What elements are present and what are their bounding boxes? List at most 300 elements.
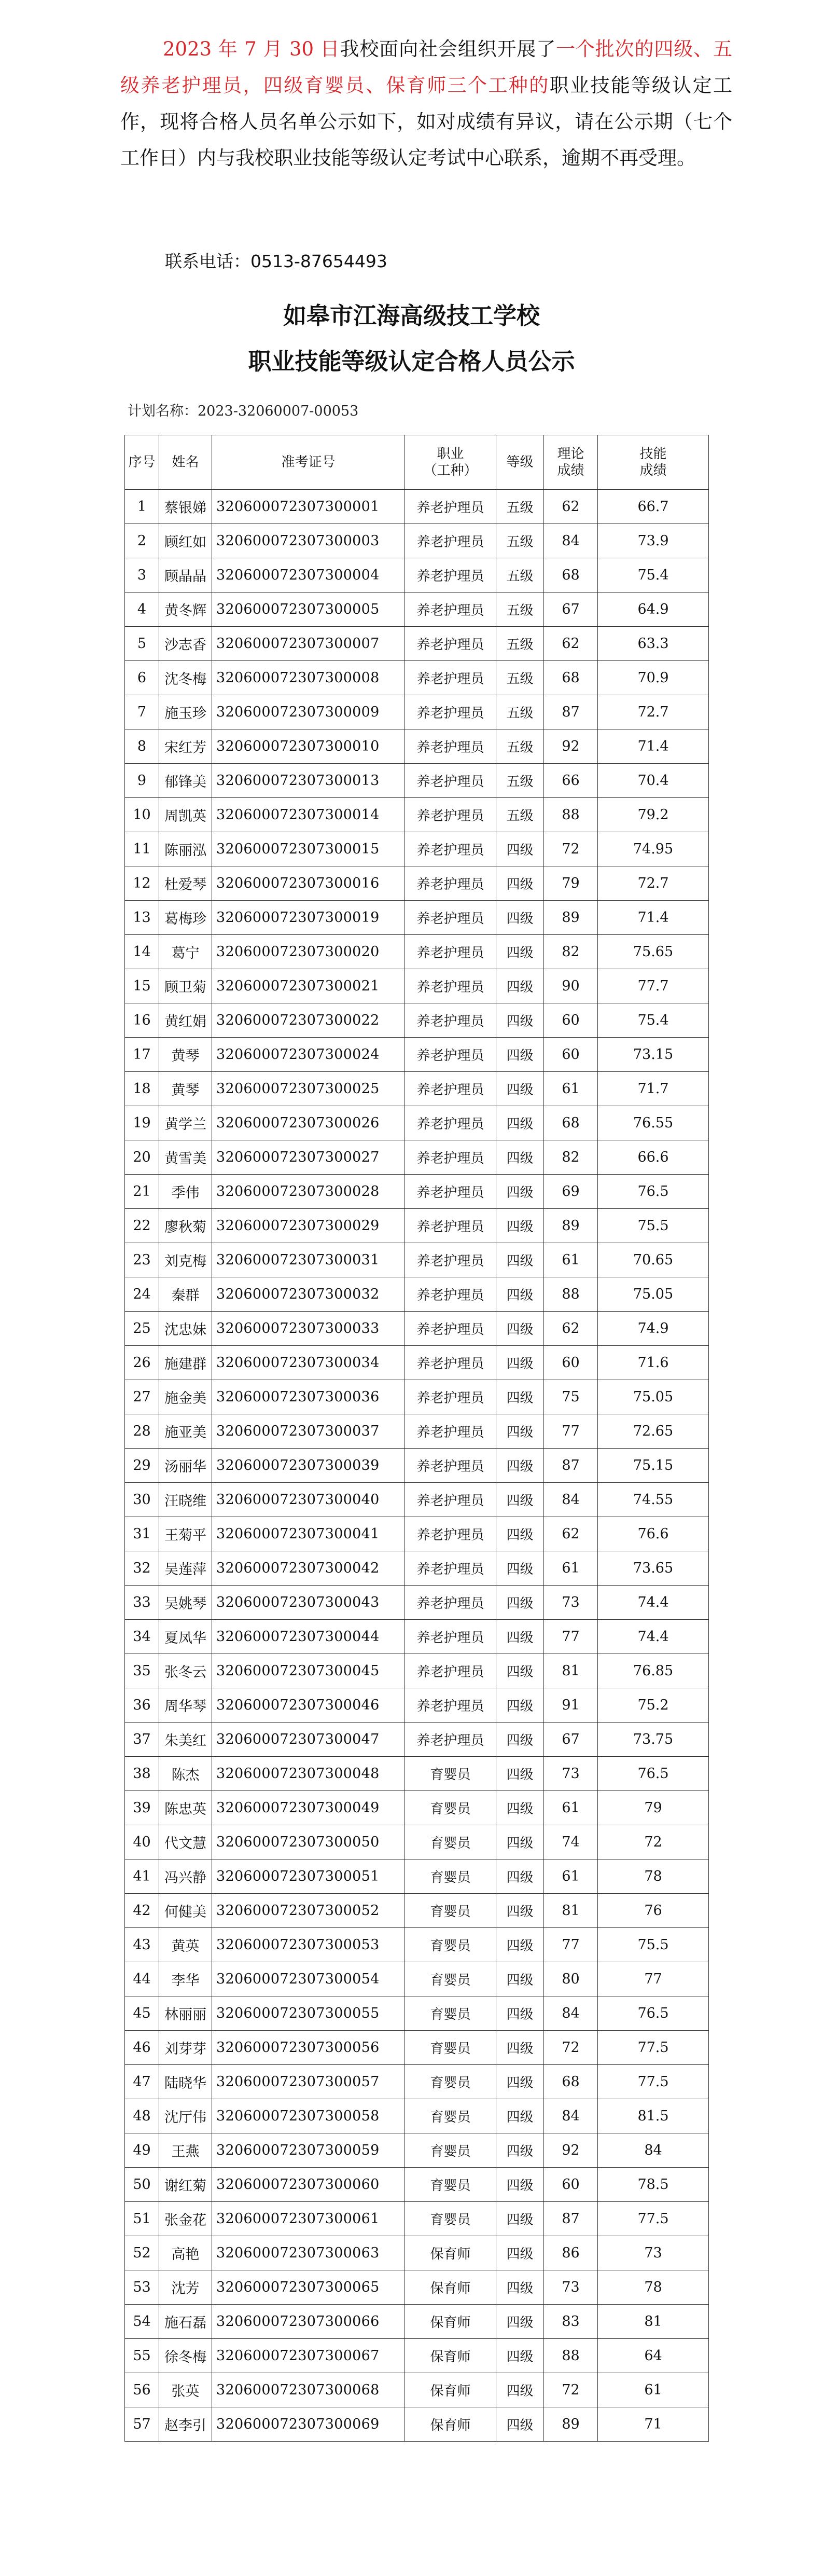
cell-name: 顾卫菊: [159, 969, 212, 1003]
cell-theory: 84: [544, 2099, 598, 2133]
cell-cert: 320600072307300013: [212, 764, 405, 798]
cell-level: 四级: [496, 2031, 544, 2065]
table-row: [125, 969, 709, 1003]
cell-skill: 75.5: [598, 1928, 709, 1962]
table-row: [125, 1757, 709, 1791]
cell-skill: 75.15: [598, 1449, 709, 1483]
cell-job: 保育师: [405, 2305, 496, 2339]
cell-seq: 35: [125, 1654, 159, 1688]
table-row: [125, 2339, 709, 2373]
cell-skill: 75.4: [598, 558, 709, 593]
cell-cert: 320600072307300065: [212, 2270, 405, 2305]
cell-seq: 40: [125, 1825, 159, 1859]
cell-cert: 320600072307300067: [212, 2339, 405, 2373]
notice-paragraph: [120, 31, 732, 176]
cell-seq: 17: [125, 1038, 159, 1072]
table-row: [125, 1277, 709, 1312]
cell-name: 宋红芳: [159, 729, 212, 764]
cell-name: 吴姚琴: [159, 1586, 212, 1620]
cell-skill: 79: [598, 1791, 709, 1825]
cell-cert: 320600072307300046: [212, 1688, 405, 1723]
cell-name: 刘芽芽: [159, 2031, 212, 2065]
cell-job: 养老护理员: [405, 1175, 496, 1209]
cell-seq: 5: [125, 627, 159, 661]
cell-name: 施亚美: [159, 1414, 212, 1449]
cell-skill: 76.5: [598, 1996, 709, 2031]
table-row: [125, 1449, 709, 1483]
cell-level: 四级: [496, 1654, 544, 1688]
cell-name: 汤丽华: [159, 1449, 212, 1483]
cell-job: 育婴员: [405, 1996, 496, 2031]
cell-theory: 69: [544, 1175, 598, 1209]
cell-theory: 90: [544, 969, 598, 1003]
cell-seq: 39: [125, 1791, 159, 1825]
cell-theory: 87: [544, 2202, 598, 2236]
cell-skill: 64.9: [598, 593, 709, 627]
cell-seq: 22: [125, 1209, 159, 1243]
cell-skill: 73.65: [598, 1551, 709, 1586]
cell-level: 四级: [496, 1620, 544, 1654]
table-row: [125, 1723, 709, 1757]
cell-job: 保育师: [405, 2373, 496, 2407]
cell-skill: 75.4: [598, 1003, 709, 1038]
cell-job: 养老护理员: [405, 1517, 496, 1551]
cell-job: 养老护理员: [405, 1312, 496, 1346]
table-row: [125, 901, 709, 935]
cell-theory: 89: [544, 1209, 598, 1243]
table-row: [125, 798, 709, 832]
cell-name: 黄雪美: [159, 1140, 212, 1175]
table-row: [125, 2305, 709, 2339]
table-row: [125, 1106, 709, 1140]
table-row: [125, 661, 709, 695]
cell-seq: 30: [125, 1483, 159, 1517]
cell-cert: 320600072307300009: [212, 695, 405, 729]
table-row: [125, 1414, 709, 1449]
cell-level: 四级: [496, 2339, 544, 2373]
cell-name: 施石磊: [159, 2305, 212, 2339]
cell-job: 育婴员: [405, 1962, 496, 1996]
cell-skill: 74.9: [598, 1312, 709, 1346]
cell-theory: 82: [544, 1140, 598, 1175]
cell-job: 养老护理员: [405, 661, 496, 695]
cell-cert: 320600072307300056: [212, 2031, 405, 2065]
cell-skill: 71.7: [598, 1072, 709, 1106]
cell-skill: 73.75: [598, 1723, 709, 1757]
cell-name: 廖秋菊: [159, 1209, 212, 1243]
cell-skill: 77: [598, 1962, 709, 1996]
cell-seq: 26: [125, 1346, 159, 1380]
cell-skill: 75.2: [598, 1688, 709, 1723]
cell-skill: 81.5: [598, 2099, 709, 2133]
table-row: [125, 1517, 709, 1551]
table-row: [125, 558, 709, 593]
cell-name: 吴莲萍: [159, 1551, 212, 1586]
cell-seq: 50: [125, 2168, 159, 2202]
cell-job: 养老护理员: [405, 490, 496, 524]
header-cert: 准考证号: [212, 435, 405, 490]
cell-level: 四级: [496, 1346, 544, 1380]
cell-job: 养老护理员: [405, 1551, 496, 1586]
cell-level: 四级: [496, 2305, 544, 2339]
cell-job: 养老护理员: [405, 1243, 496, 1277]
notice-date: 2023 年 7 月 30 日: [163, 38, 340, 60]
header-theory: 理论 成绩: [544, 435, 598, 490]
table-row: [125, 832, 709, 866]
cell-cert: 320600072307300039: [212, 1449, 405, 1483]
cell-name: 何健美: [159, 1894, 212, 1928]
cell-seq: 36: [125, 1688, 159, 1723]
cell-level: 四级: [496, 1106, 544, 1140]
cell-cert: 320600072307300049: [212, 1791, 405, 1825]
table-row: [125, 729, 709, 764]
cell-cert: 320600072307300014: [212, 798, 405, 832]
cell-seq: 46: [125, 2031, 159, 2065]
cell-theory: 77: [544, 1928, 598, 1962]
table-row: [125, 1003, 709, 1038]
cell-cert: 320600072307300057: [212, 2065, 405, 2099]
cell-name: 蔡银娣: [159, 490, 212, 524]
table-row: [125, 1859, 709, 1894]
cell-theory: 92: [544, 729, 598, 764]
cell-seq: 8: [125, 729, 159, 764]
cell-seq: 27: [125, 1380, 159, 1414]
cell-cert: 320600072307300027: [212, 1140, 405, 1175]
cell-cert: 320600072307300010: [212, 729, 405, 764]
cell-cert: 320600072307300005: [212, 593, 405, 627]
table-row: [125, 593, 709, 627]
cell-level: 四级: [496, 2133, 544, 2168]
cell-cert: 320600072307300042: [212, 1551, 405, 1586]
cell-cert: 320600072307300061: [212, 2202, 405, 2236]
cell-level: 四级: [496, 2407, 544, 2442]
cell-name: 王菊平: [159, 1517, 212, 1551]
cell-seq: 25: [125, 1312, 159, 1346]
cell-theory: 62: [544, 490, 598, 524]
table-row: [125, 1825, 709, 1859]
cell-skill: 72: [598, 1825, 709, 1859]
table-row: [125, 627, 709, 661]
cell-theory: 61: [544, 1243, 598, 1277]
table-row: [125, 866, 709, 901]
table-row: [125, 524, 709, 558]
cell-job: 养老护理员: [405, 1209, 496, 1243]
table-row: [125, 2407, 709, 2442]
table-header-row: [125, 435, 709, 490]
cell-level: 五级: [496, 593, 544, 627]
cell-job: 育婴员: [405, 2099, 496, 2133]
cell-skill: 70.4: [598, 764, 709, 798]
cell-job: 保育师: [405, 2270, 496, 2305]
cell-theory: 72: [544, 2031, 598, 2065]
cell-level: 四级: [496, 2099, 544, 2133]
cell-level: 四级: [496, 1449, 544, 1483]
cell-job: 养老护理员: [405, 1106, 496, 1140]
cell-cert: 320600072307300029: [212, 1209, 405, 1243]
cell-cert: 320600072307300059: [212, 2133, 405, 2168]
announcement-title: 职业技能等级认定合格人员公示: [248, 348, 575, 375]
cell-cert: 320600072307300008: [212, 661, 405, 695]
cell-seq: 24: [125, 1277, 159, 1312]
cell-name: 陆晓华: [159, 2065, 212, 2099]
cell-level: 四级: [496, 1791, 544, 1825]
cell-theory: 84: [544, 1483, 598, 1517]
cell-name: 谢红菊: [159, 2168, 212, 2202]
cell-cert: 320600072307300024: [212, 1038, 405, 1072]
cell-cert: 320600072307300063: [212, 2236, 405, 2270]
cell-level: 四级: [496, 1175, 544, 1209]
table-row: [125, 1928, 709, 1962]
cell-job: 养老护理员: [405, 524, 496, 558]
cell-skill: 66.7: [598, 490, 709, 524]
cell-skill: 75.65: [598, 935, 709, 969]
cell-level: 五级: [496, 524, 544, 558]
cell-theory: 84: [544, 1996, 598, 2031]
table-row: [125, 1791, 709, 1825]
cell-skill: 63.3: [598, 627, 709, 661]
cell-seq: 47: [125, 2065, 159, 2099]
table-row: [125, 1209, 709, 1243]
header-name: 姓名: [159, 435, 212, 490]
table-row: [125, 1962, 709, 1996]
cell-cert: 320600072307300025: [212, 1072, 405, 1106]
cell-cert: 320600072307300015: [212, 832, 405, 866]
cell-seq: 21: [125, 1175, 159, 1209]
cell-cert: 320600072307300043: [212, 1586, 405, 1620]
cell-level: 四级: [496, 1003, 544, 1038]
cell-level: 四级: [496, 1483, 544, 1517]
cell-name: 沈忠妹: [159, 1312, 212, 1346]
cell-name: 黄冬辉: [159, 593, 212, 627]
cell-name: 张英: [159, 2373, 212, 2407]
cell-level: 五级: [496, 695, 544, 729]
cell-skill: 76.5: [598, 1757, 709, 1791]
cell-level: 四级: [496, 866, 544, 901]
cell-level: 四级: [496, 1277, 544, 1312]
table-row: [125, 935, 709, 969]
cell-job: 养老护理员: [405, 866, 496, 901]
cell-cert: 320600072307300040: [212, 1483, 405, 1517]
cell-cert: 320600072307300021: [212, 969, 405, 1003]
table-row: [125, 1175, 709, 1209]
cell-job: 养老护理员: [405, 1140, 496, 1175]
cell-cert: 320600072307300048: [212, 1757, 405, 1791]
cell-skill: 75.5: [598, 1209, 709, 1243]
cell-name: 季伟: [159, 1175, 212, 1209]
cell-theory: 75: [544, 1380, 598, 1414]
cell-name: 冯兴静: [159, 1859, 212, 1894]
cell-cert: 320600072307300037: [212, 1414, 405, 1449]
cell-skill: 72.65: [598, 1414, 709, 1449]
cell-theory: 68: [544, 1106, 598, 1140]
cell-level: 四级: [496, 1209, 544, 1243]
cell-theory: 88: [544, 1277, 598, 1312]
cell-cert: 320600072307300069: [212, 2407, 405, 2442]
cell-job: 养老护理员: [405, 1586, 496, 1620]
table-body: [125, 490, 709, 2442]
cell-level: 四级: [496, 1243, 544, 1277]
cell-skill: 76: [598, 1894, 709, 1928]
cell-level: 五级: [496, 729, 544, 764]
cell-name: 周华琴: [159, 1688, 212, 1723]
cell-skill: 78: [598, 1859, 709, 1894]
cell-job: 育婴员: [405, 1825, 496, 1859]
cell-job: 育婴员: [405, 2202, 496, 2236]
cell-skill: 78.5: [598, 2168, 709, 2202]
table-row: [125, 1140, 709, 1175]
cell-seq: 7: [125, 695, 159, 729]
table-row: [125, 1038, 709, 1072]
table-row: [125, 2031, 709, 2065]
cell-seq: 51: [125, 2202, 159, 2236]
cell-skill: 72.7: [598, 866, 709, 901]
cell-level: 四级: [496, 1928, 544, 1962]
cell-name: 徐冬梅: [159, 2339, 212, 2373]
cell-cert: 320600072307300058: [212, 2099, 405, 2133]
cell-job: 保育师: [405, 2339, 496, 2373]
cell-cert: 320600072307300003: [212, 524, 405, 558]
cell-job: 保育师: [405, 2407, 496, 2442]
table-row: [125, 1551, 709, 1586]
cell-cert: 320600072307300052: [212, 1894, 405, 1928]
cell-level: 四级: [496, 1962, 544, 1996]
table-row: [125, 1654, 709, 1688]
cell-job: 养老护理员: [405, 935, 496, 969]
cell-name: 朱美红: [159, 1723, 212, 1757]
cell-seq: 31: [125, 1517, 159, 1551]
cell-name: 周凯英: [159, 798, 212, 832]
cell-skill: 76.6: [598, 1517, 709, 1551]
cell-cert: 320600072307300054: [212, 1962, 405, 1996]
cell-cert: 320600072307300034: [212, 1346, 405, 1380]
cell-job: 保育师: [405, 2236, 496, 2270]
cell-seq: 13: [125, 901, 159, 935]
cell-seq: 45: [125, 1996, 159, 2031]
cell-theory: 68: [544, 661, 598, 695]
cell-level: 四级: [496, 2065, 544, 2099]
cell-level: 四级: [496, 1859, 544, 1894]
cell-name: 刘克梅: [159, 1243, 212, 1277]
cell-job: 育婴员: [405, 2031, 496, 2065]
cell-level: 四级: [496, 935, 544, 969]
cell-seq: 20: [125, 1140, 159, 1175]
table-row: [125, 2236, 709, 2270]
cell-job: 养老护理员: [405, 627, 496, 661]
table-row: [125, 1894, 709, 1928]
table-row: [125, 1620, 709, 1654]
cell-seq: 14: [125, 935, 159, 969]
cell-cert: 320600072307300055: [212, 1996, 405, 2031]
cell-level: 四级: [496, 2270, 544, 2305]
cell-name: 黄红娟: [159, 1003, 212, 1038]
table-row: [125, 1586, 709, 1620]
cell-seq: 34: [125, 1620, 159, 1654]
cell-theory: 81: [544, 1654, 598, 1688]
cell-seq: 37: [125, 1723, 159, 1757]
cell-seq: 33: [125, 1586, 159, 1620]
cell-theory: 68: [544, 558, 598, 593]
cell-level: 四级: [496, 1140, 544, 1175]
cell-skill: 84: [598, 2133, 709, 2168]
cell-seq: 10: [125, 798, 159, 832]
cell-theory: 61: [544, 1551, 598, 1586]
cell-seq: 28: [125, 1414, 159, 1449]
cell-level: 四级: [496, 1586, 544, 1620]
cell-level: 五级: [496, 661, 544, 695]
cell-skill: 71.6: [598, 1346, 709, 1380]
notice-text-2: 职业技能等级认定工作，现将合格人员名单公示如下，如对成绩有异议，请在公示期（七个工作日）内与我校职业技能等级认定考试中心联系，逾期不再受理。: [120, 74, 733, 169]
cell-skill: 75.05: [598, 1380, 709, 1414]
cell-level: 四级: [496, 1312, 544, 1346]
table-row: [125, 2099, 709, 2133]
cell-theory: 87: [544, 695, 598, 729]
cell-cert: 320600072307300050: [212, 1825, 405, 1859]
cell-theory: 77: [544, 1414, 598, 1449]
cell-theory: 62: [544, 1312, 598, 1346]
cell-skill: 74.95: [598, 832, 709, 866]
cell-level: 四级: [496, 832, 544, 866]
school-title: 如皋市江海高级技工学校: [283, 302, 540, 329]
cell-job: 育婴员: [405, 1894, 496, 1928]
cell-level: 五级: [496, 558, 544, 593]
cell-job: 养老护理员: [405, 729, 496, 764]
cell-cert: 320600072307300045: [212, 1654, 405, 1688]
cell-seq: 29: [125, 1449, 159, 1483]
cell-level: 四级: [496, 1072, 544, 1106]
cell-theory: 62: [544, 627, 598, 661]
cell-name: 代文慧: [159, 1825, 212, 1859]
cell-cert: 320600072307300036: [212, 1380, 405, 1414]
cell-seq: 52: [125, 2236, 159, 2270]
cell-job: 养老护理员: [405, 832, 496, 866]
table-row: [125, 1072, 709, 1106]
table-row: [125, 1243, 709, 1277]
qualified-personnel-table: [124, 435, 709, 2442]
cell-name: 沙志香: [159, 627, 212, 661]
table-row: [125, 1688, 709, 1723]
cell-seq: 23: [125, 1243, 159, 1277]
cell-theory: 60: [544, 1038, 598, 1072]
table-row: [125, 695, 709, 729]
cell-seq: 11: [125, 832, 159, 866]
cell-cert: 320600072307300016: [212, 866, 405, 901]
cell-cert: 320600072307300007: [212, 627, 405, 661]
cell-theory: 89: [544, 901, 598, 935]
cell-name: 顾红如: [159, 524, 212, 558]
cell-skill: 76.5: [598, 1175, 709, 1209]
cell-name: 黄英: [159, 1928, 212, 1962]
cell-theory: 62: [544, 1517, 598, 1551]
cell-level: 四级: [496, 2373, 544, 2407]
table-row: [125, 2168, 709, 2202]
cell-name: 杜爱琴: [159, 866, 212, 901]
cell-cert: 320600072307300044: [212, 1620, 405, 1654]
cell-theory: 74: [544, 1825, 598, 1859]
cell-cert: 320600072307300028: [212, 1175, 405, 1209]
cell-seq: 15: [125, 969, 159, 1003]
cell-name: 施建群: [159, 1346, 212, 1380]
table-row: [125, 2373, 709, 2407]
cell-skill: 74.4: [598, 1586, 709, 1620]
table-row: [125, 490, 709, 524]
cell-name: 郁锋美: [159, 764, 212, 798]
cell-level: 四级: [496, 1723, 544, 1757]
cell-theory: 61: [544, 1072, 598, 1106]
cell-cert: 320600072307300047: [212, 1723, 405, 1757]
cell-level: 四级: [496, 1551, 544, 1586]
cell-seq: 43: [125, 1928, 159, 1962]
cell-cert: 320600072307300066: [212, 2305, 405, 2339]
